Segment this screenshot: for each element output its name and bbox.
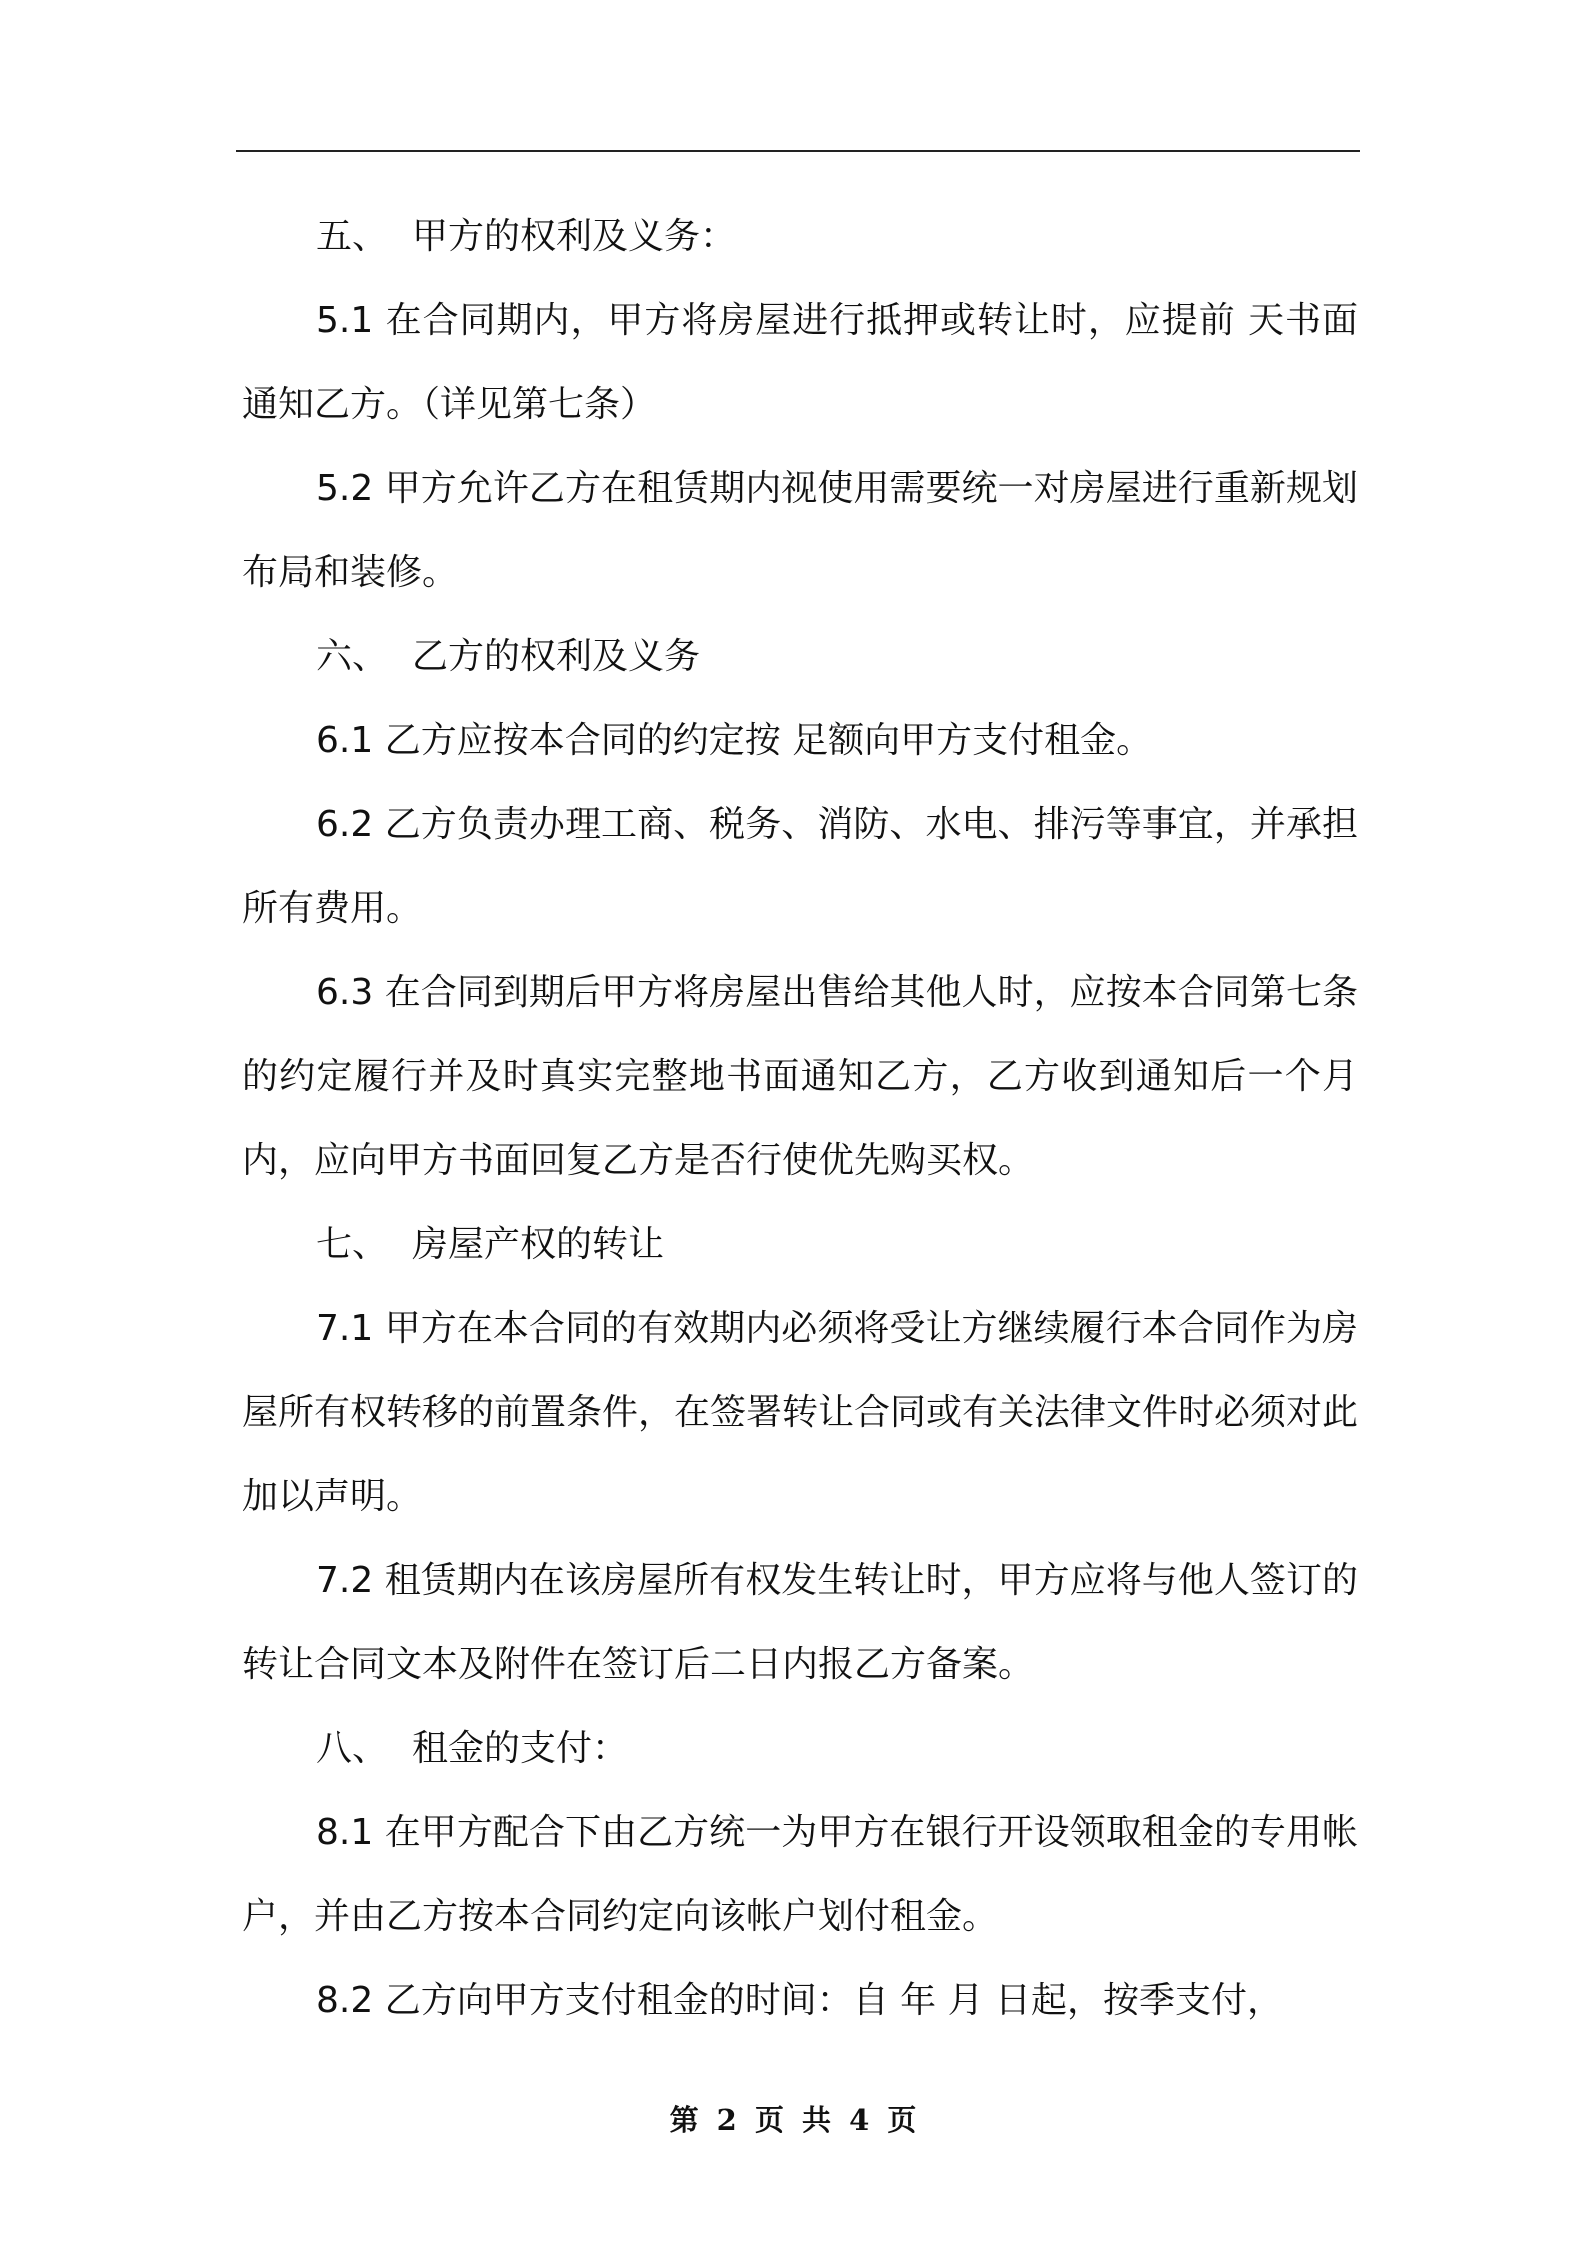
section-8-title: 租金的支付： [412,1728,629,1769]
clause-6-1: 6.1 乙方应按本合同的约定按 足额向甲方支付租金。 [316,720,1153,761]
clause-8-1: 8.1 在甲方配合下由乙方统一为甲方在银行开设领取租金的专用帐户，并由乙方按本合同约定向该帐户划付租金。 [242,1812,1358,1937]
section-7-number: 七、 [316,1224,389,1265]
clause-7-2: 7.2 租赁期内在该房屋所有权发生转让时，甲方应将与他人签订的转让合同文本及附件在签订后二日内报乙方备案。 [242,1560,1358,1685]
section-6-number: 六、 [316,636,389,677]
section-8-heading [242,1707,1358,1791]
section-6-title: 乙方的权利及义务 [412,636,701,677]
document-body [242,195,1358,2043]
section-7-title: 房屋产权的转让 [412,1224,665,1265]
page-number-footer: 第 2 页 共 4 页 [669,2103,917,2137]
section-7-heading [242,1203,1358,1287]
section-6-heading [242,615,1358,699]
section-5-title: 甲方的权利及义务： [412,216,737,257]
section-8-number: 八、 [316,1728,389,1769]
clause-6-2: 6.2 乙方负责办理工商、税务、消防、水电、排污等事宜，并承担所有费用。 [242,804,1358,929]
clause-6-3: 6.3 在合同到期后甲方将房屋出售给其他人时，应按本合同第七条的约定履行并及时真实完整地书面通知乙方，乙方收到通知后一个月内，应向甲方书面回复乙方是否行使优先购买权。 [242,972,1358,1181]
clause-5-2: 5.2 甲方允许乙方在租赁期内视使用需要统一对房屋进行重新规划布局和装修。 [242,468,1358,593]
clause-8-2: 8.2 乙方向甲方支付租金的时间：自 年 月 日起，按季支付， [316,1980,1284,2021]
clause-5-1: 5.1 在合同期内，甲方将房屋进行抵押或转让时，应提前 天书面通知乙方。（详见第七条） [242,300,1358,425]
header-rule [236,150,1360,152]
clause-7-1: 7.1 甲方在本合同的有效期内必须将受让方继续履行本合同作为房屋所有权转移的前置条件，在签署转让合同或有关法律文件时必须对此加以声明。 [242,1308,1359,1517]
section-5-heading [242,195,1358,279]
section-5-number: 五、 [316,216,389,257]
